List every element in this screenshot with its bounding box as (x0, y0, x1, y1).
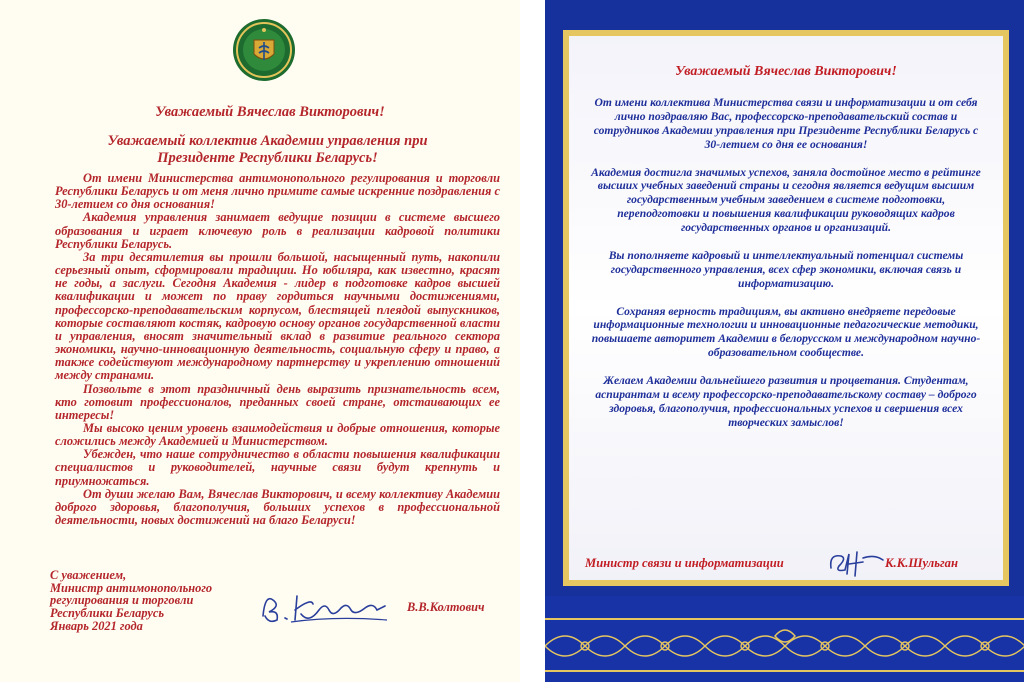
card-paragraph: От имени коллектива Министерства связи и информатизации и от себя лично поздравляю Вас, профессорско-преподавательский состав и сотрудников Академии управления при Президенте Республики Беларусь с 30-летием со дня ее основания! (593, 96, 979, 151)
card-body (589, 96, 983, 444)
card-greeting: Уважаемый Вячеслав Викторович! (675, 64, 897, 79)
letter-paragraph: От души желаю Вам, Вячеслав Викторович, и всему коллективу Академии доброго здоровья, благополучия, больших успехов в профессиональной деятельности, новых достижений на благо Беларуси! (55, 486, 500, 528)
card-paragraph: Желаем Академии дальнейшего развития и процветания. Студентам, аспирантам и всему профессорско-преподавательскому составу – доброго здоровья, благополучия, профессиональных успехов и свершения всех творческих замыслов! (595, 374, 977, 429)
letter-signer: В.В.Колтович (407, 600, 485, 614)
handwritten-signature (255, 580, 395, 630)
card-paragraph: Вы пополняете кадровый и интеллектуальный потенциал системы государственного управления, всех сфер экономики, включая связь и информатизацию. (608, 248, 964, 290)
closing-line: регулирования и торговли (50, 593, 194, 608)
card-paragraph: Сохраняя верность традициям, вы активно внедряете передовые информационные технологии и инновационные педагогические методики, повышаете авторитет Академии в белорусском и международном научно-образовательном сообществе. (591, 304, 981, 360)
closing-line: Министр антимонопольного (50, 580, 213, 595)
letter-paragraph: Мы высоко ценим уровень взаимодействия и добрые отношения, которые сложились между Академией и Министерством. (55, 420, 500, 449)
card-signature-row (585, 556, 985, 578)
card-paragraph: Академия достигла значимых успехов, заняла достойное место в рейтинге высших учебных заведений страны и сегодня является ведущим высшим государственным учебным заведением в системе подготовки, переподготовки и повышения квалификации руководящих кадров государственных органов и организаций. (591, 165, 981, 235)
letter-greeting: Уважаемый Вячеслав Викторович! (155, 104, 385, 120)
letter-paragraph: Позвольте в этот праздничный день выразить признательность всем, кто готовит профессионалов, преданных своей стране, отстаивающих ее интересы! (55, 381, 500, 422)
letter-closing (50, 569, 250, 633)
letter-body (55, 172, 500, 527)
handwritten-signature (827, 548, 887, 578)
letter-subheading: Уважаемый коллектив Академии управления при Президенте Республики Беларусь! (107, 133, 428, 166)
ministry-emblem-icon (232, 18, 296, 82)
closing-line: Республики Беларусь (50, 606, 165, 621)
letter-paragraph: От имени Министерства антимонопольного регулирования и торговли Республики Беларусь и от меня лично примите самые искренние поздравления с 30-летием со дня основания! (55, 171, 500, 212)
card-signer: К.К.Шульган (885, 556, 958, 570)
closing-line: Январь 2021 года (50, 618, 143, 633)
letter-paragraph: Академия управления занимает ведущие позиции в системе высшего образования и играет ключевую роль в реализации кадровой политики Республики Беларусь. (55, 210, 500, 251)
closing-line: С уважением, (50, 568, 127, 582)
letter-paragraph: За три десятилетия вы прошли большой, насыщенный путь, накопили серьезный опыт, сформировали традиции. Но юбиляра, как известно, красят не годы, а заслуги. Сегодня Академия - лидер в подготовке кадров высшей квалификации и может по праву гордиться научными достижениями, профессорско-преподавательским корпусом, блестящей плеядой выпускников, которые составляют костяк, кадровую основу органов государственной власти и управления, вносят значительный вклад в развитие реального сектора экономики, научно-инновационную деятельность, социальную сферу и право, а также содействуют международному партнерству и укреплению отношений между странами. (55, 249, 500, 383)
right-card (545, 0, 1024, 682)
decorative-ornament-border (545, 596, 1024, 682)
card-signer-role: Министр связи и информатизации (585, 556, 784, 570)
letter-paragraph: Убежден, что наше сотрудничество в области повышения квалификации специалистов и руководителей, научные связи будут крепнуть и приумножаться. (55, 447, 500, 488)
